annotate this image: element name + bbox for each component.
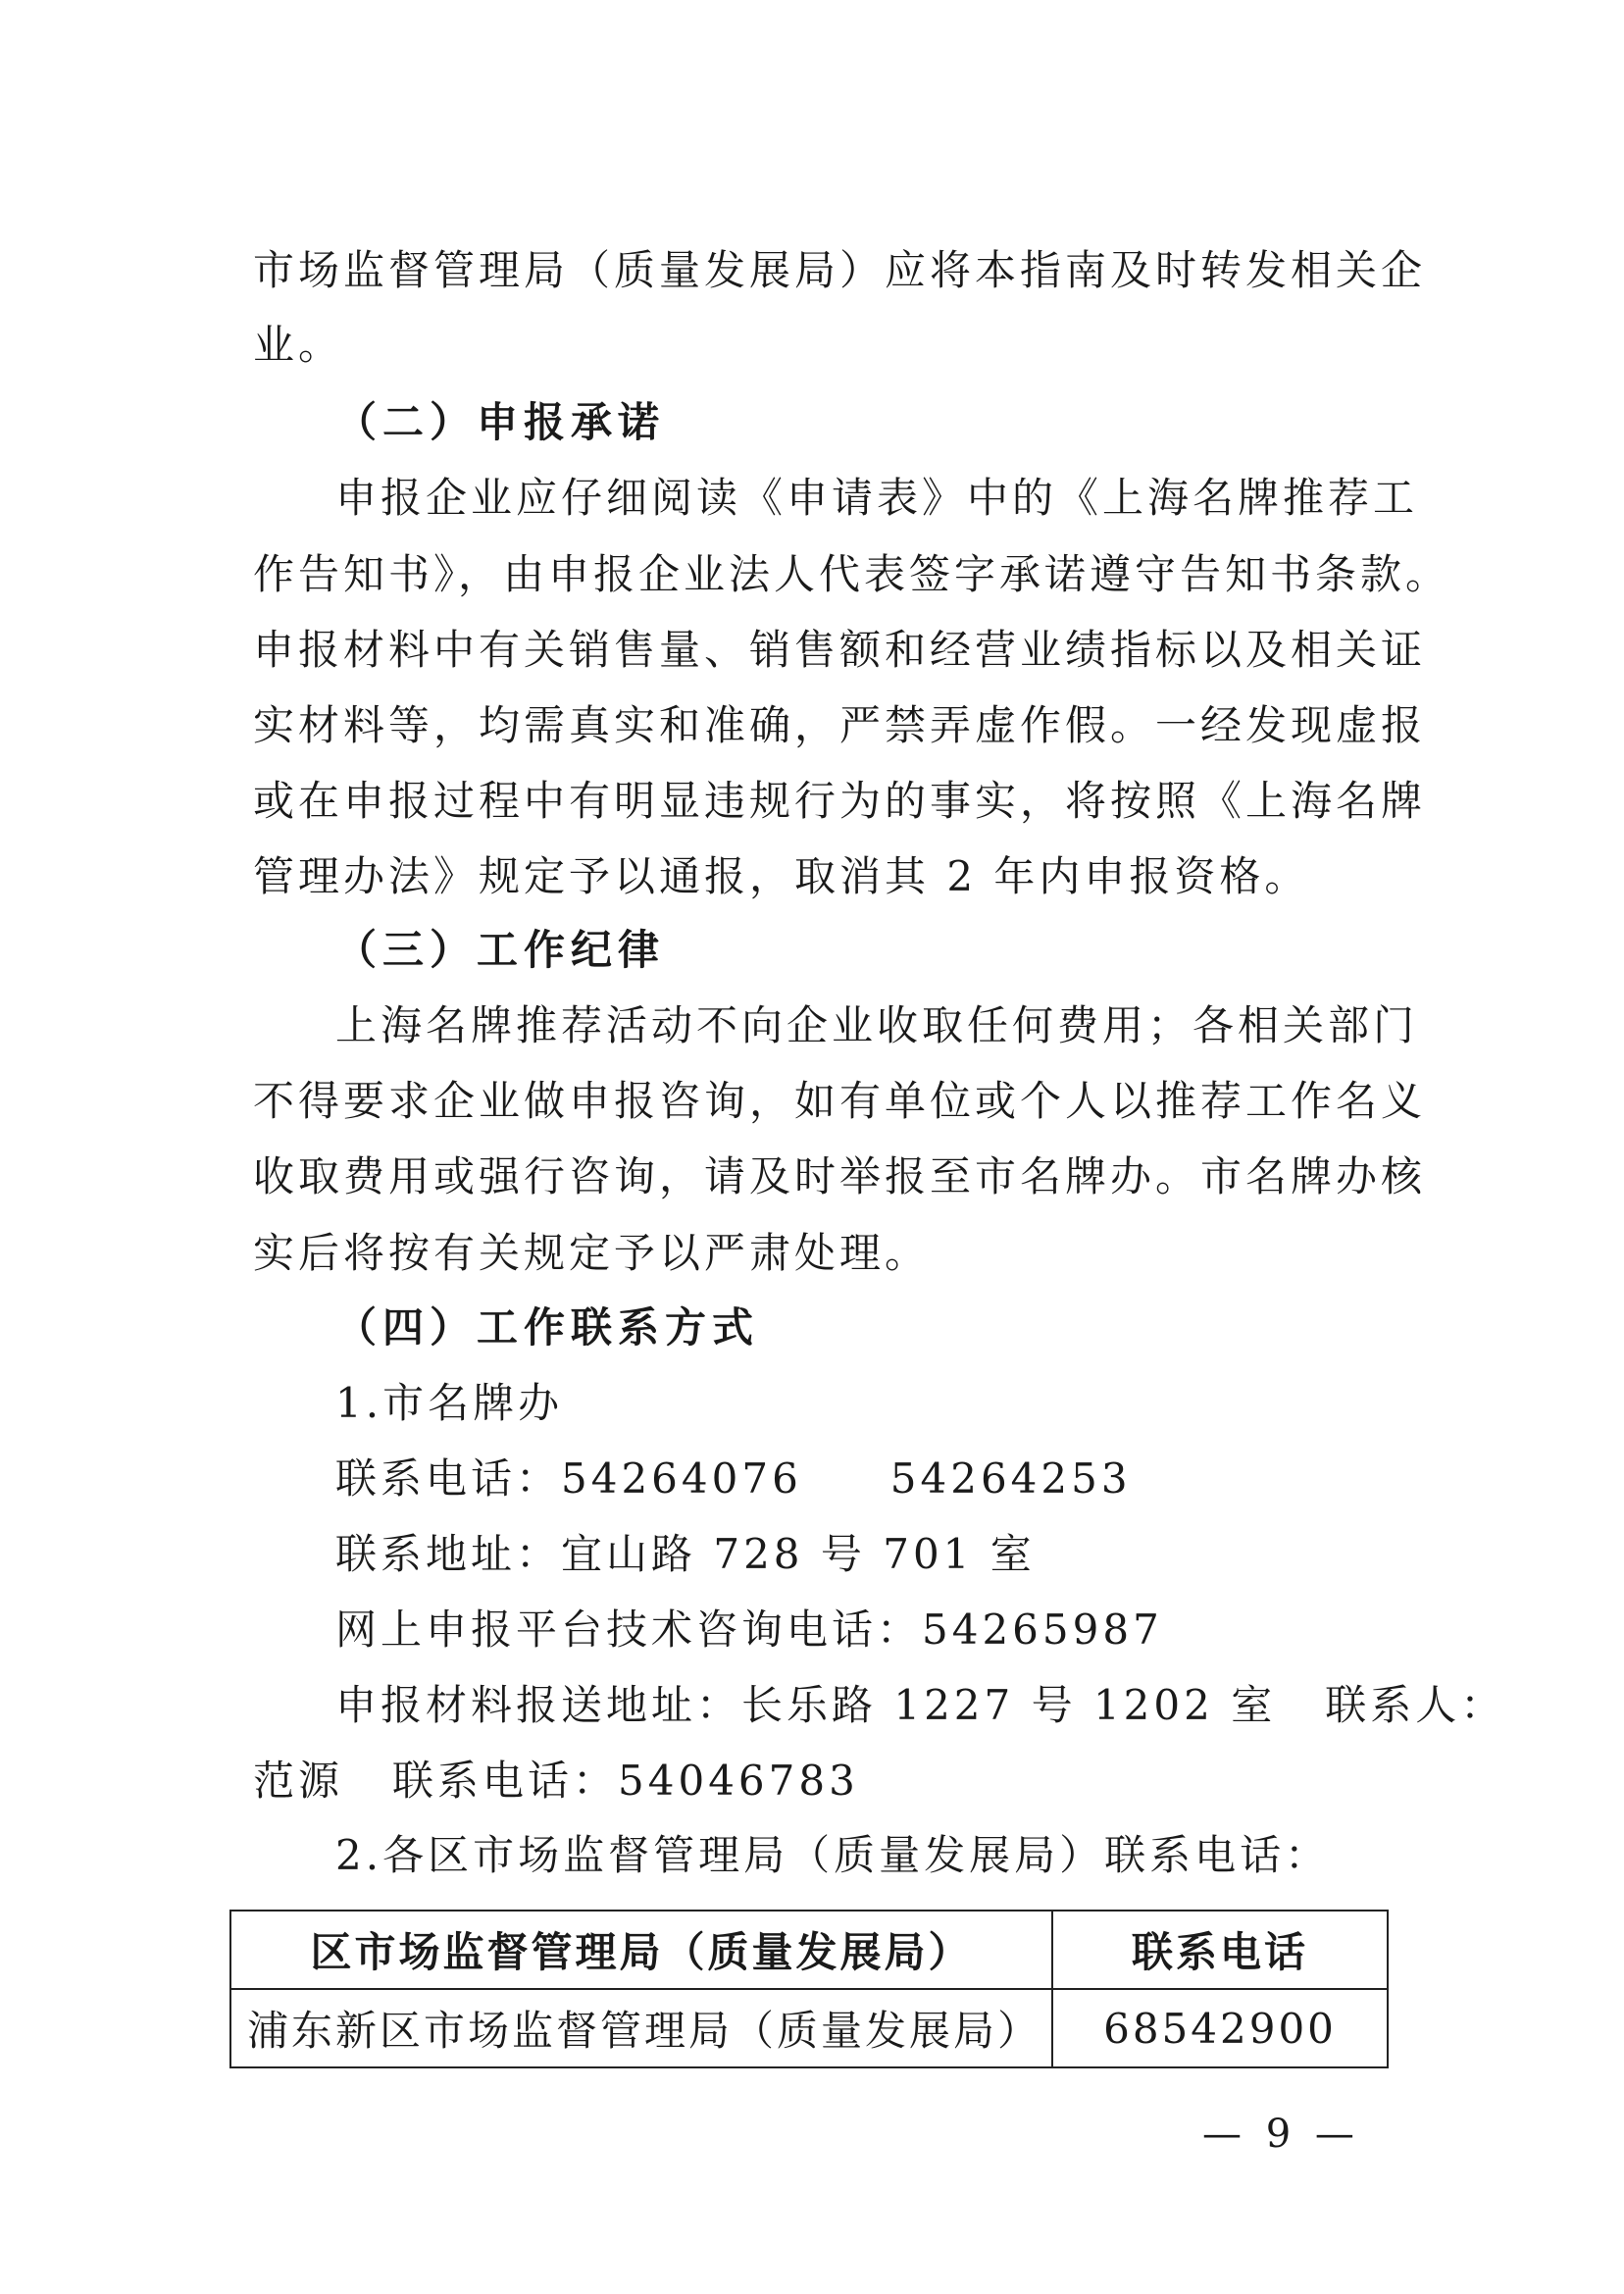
office-phone-line: [335, 1450, 1463, 1508]
tech-support-phone: 54265987: [922, 1606, 1163, 1654]
paragraph-line: 申报企业应仔细阅读《申请表》中的《上海名牌推荐工: [335, 474, 1419, 522]
contact-phone-label: 联系电话：: [392, 1757, 619, 1805]
district-title: 2.各区市场监督管理局（质量发展局）联系电话：: [335, 1831, 1331, 1879]
phone-label: 联系电话：: [335, 1454, 562, 1503]
phone-number-1: 54264076: [561, 1454, 802, 1503]
table-row: [230, 1989, 1388, 2067]
page-number: — 9 —: [1202, 2112, 1360, 2157]
contact-person: 范源: [253, 1757, 344, 1805]
section-heading-commitment: （二）申报承诺: [335, 398, 666, 446]
paragraph-line: 不得要求企业做申报咨询，如有单位或个人以推荐工作名义: [253, 1077, 1427, 1125]
table-header-bureau: 区市场监督管理局（质量发展局）: [230, 1911, 1052, 1989]
paragraph-line: 收取费用或强行咨询，请及时举报至市名牌办。市名牌办核: [253, 1152, 1427, 1200]
submission-address: 长乐路 1227 号 1202 室: [741, 1681, 1277, 1729]
section-heading-contacts: （四）工作联系方式: [335, 1303, 760, 1351]
address-label: 联系地址：: [335, 1530, 562, 1578]
paragraph-line: 实后将按有关规定予以严肃处理。: [253, 1229, 931, 1277]
tech-support-label: 网上申报平台技术咨询电话：: [335, 1606, 923, 1654]
phone-number-2: 54264253: [889, 1454, 1132, 1503]
office-address-line: [335, 1525, 1463, 1584]
table-cell-phone: 68542900: [1052, 1989, 1388, 2067]
paragraph-line: 作告知书》，由申报企业法人代表签字承诺遵守告知书条款。: [253, 550, 1451, 598]
contact-person-label: 联系人：: [1325, 1681, 1506, 1729]
paragraph-line: 实材料等，均需真实和准确，严禁弄虚作假。一经发现虚报: [253, 701, 1427, 749]
submission-line: [335, 1676, 1506, 1735]
contact-phone: 54046783: [618, 1757, 859, 1805]
office-title: 1.市名牌办: [335, 1379, 564, 1427]
table-header-row: [230, 1911, 1388, 1989]
paragraph-line: 业。: [253, 321, 344, 369]
paragraph-line: 上海名牌推荐活动不向企业收取任何费用；各相关部门: [335, 1001, 1419, 1049]
district-contacts-table: [229, 1910, 1389, 2068]
paragraph-line: 或在申报过程中有明显违规行为的事实，将按照《上海名牌: [253, 777, 1427, 825]
paragraph-line: 管理办法》规定予以通报，取消其 2 年内申报资格。: [253, 852, 1310, 900]
paragraph-line: 市场监督管理局（质量发展局）应将本指南及时转发相关企: [253, 246, 1427, 294]
table-cell-bureau: 浦东新区市场监督管理局（质量发展局）: [230, 1989, 1052, 2067]
tech-support-line: [335, 1601, 1463, 1659]
paragraph-line: 申报材料中有关销售量、销售额和经营业绩指标以及相关证: [253, 626, 1427, 674]
address-value: 宜山路 728 号 701 室: [561, 1530, 1036, 1578]
contact-person-line: [253, 1752, 1381, 1810]
submission-label: 申报材料报送地址：: [335, 1681, 742, 1729]
table-header-phone: 联系电话: [1052, 1911, 1388, 1989]
section-heading-discipline: （三）工作纪律: [335, 926, 666, 974]
